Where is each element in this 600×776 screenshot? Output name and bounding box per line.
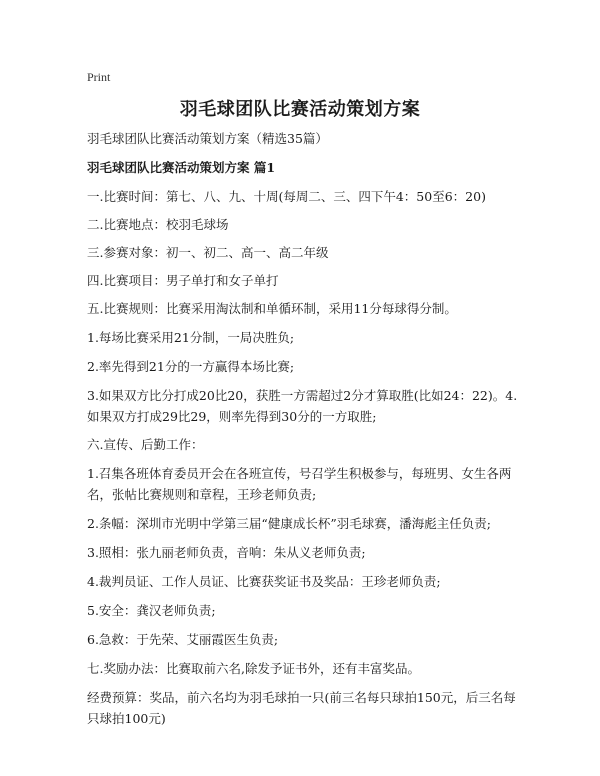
paragraph-schedule: 一.比赛时间：第七、八、九、十周(每周二、三、四下午4：50至6：20) xyxy=(87,189,486,204)
paragraph-events: 四.比赛项目：男子单打和女子单打 xyxy=(87,273,279,288)
paragraph-logistics-1: 1.召集各班体育委员开会在各班宣传，号召学生积极参与，每班男、女生各两名，张帖比赛规则和章程，王珍老师负责; xyxy=(87,466,512,502)
print-label: Print xyxy=(87,70,111,84)
paragraph-awards: 七.奖励办法：比赛取前六名,除发予证书外，还有丰富奖品。 xyxy=(87,661,420,676)
paragraph-logistics: 六.宣传、后勤工作： xyxy=(87,437,204,452)
section-heading: 羽毛球团队比赛活动策划方案 篇1 xyxy=(87,160,276,175)
paragraph-logistics-5: 5.安全：龚汉老师负责; xyxy=(87,603,216,618)
paragraph-budget: 经费预算：奖品，前六名均为羽毛球拍一只(前三名每只球拍150元，后三名每只球拍100元) xyxy=(87,690,516,726)
paragraph-rule-2: 2.率先得到21分的一方赢得本场比赛; xyxy=(87,359,295,374)
paragraph-rule-3: 3.如果双方比分打成20比20，获胜一方需超过2分才算取胜(比如24：22)。4.如果双方打成29比29，则率先得到30分的一方取胜; xyxy=(87,388,518,424)
paragraph-logistics-3: 3.照相：张九丽老师负责，音响：朱从义老师负责; xyxy=(87,545,366,560)
subtitle: 羽毛球团队比赛活动策划方案（精选35篇） xyxy=(87,131,328,146)
paragraph-logistics-2: 2.条幅：深圳市光明中学第三届“健康成长杯”羽毛球赛，潘海彪主任负责; xyxy=(87,516,491,531)
paragraph-rules: 五.比赛规则：比赛采用淘汰制和单循环制，采用11分每球得分制。 xyxy=(87,301,457,316)
paragraph-participants: 三.参赛对象：初一、初二、高一、高二年级 xyxy=(87,245,329,260)
paragraph-logistics-4: 4.裁判员证、工作人员证、比赛获奖证书及奖品：王珍老师负责; xyxy=(87,574,441,589)
paragraph-rule-1: 1.每场比赛采用21分制，一局决胜负; xyxy=(87,330,295,345)
paragraph-logistics-6: 6.急救：于先荣、艾丽霞医生负责; xyxy=(87,632,279,647)
paragraph-venue: 二.比赛地点：校羽毛球场 xyxy=(87,217,229,232)
page-title: 羽毛球团队比赛活动策划方案 xyxy=(179,99,421,120)
